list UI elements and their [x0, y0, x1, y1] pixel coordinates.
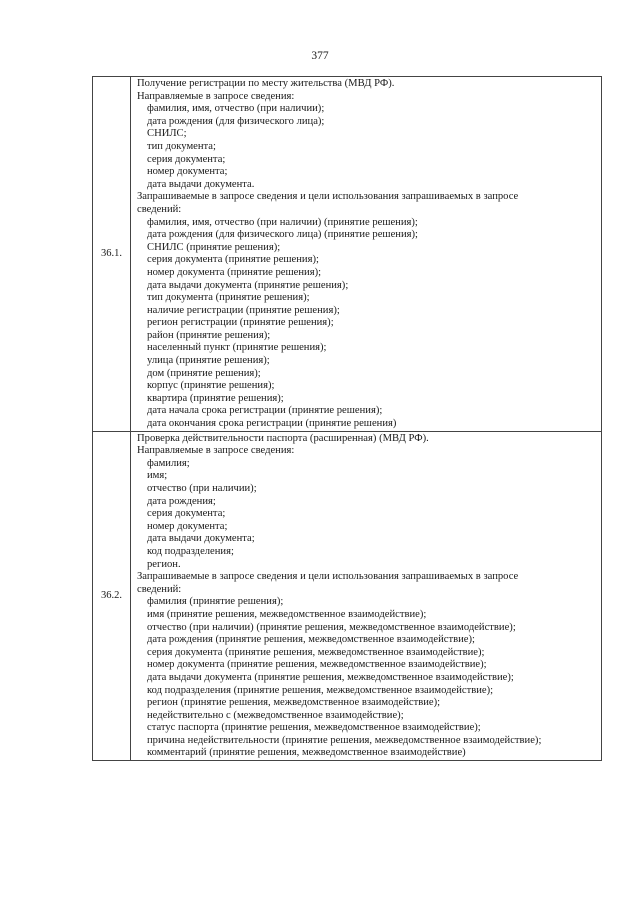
list-item: фамилия (принятие решения);	[147, 596, 284, 608]
page-number: 377	[311, 50, 329, 62]
list-item: дата выдачи документа.	[147, 178, 255, 190]
list-item: фамилия;	[147, 457, 190, 469]
section-heading: Направляемые в запросе сведения:	[137, 445, 295, 457]
list-item: дата рождения (принятие решения, межведомственное взаимодействие);	[147, 634, 475, 646]
list-item: дата рождения (для физического лица);	[147, 115, 325, 127]
section-heading: Направляемые в запросе сведения:	[137, 90, 295, 102]
table-row	[93, 431, 602, 760]
list-item: квартира (принятие решения);	[147, 392, 284, 404]
list-item: дата окончания срока регистрации (принятие решения)	[147, 418, 397, 430]
list-item: недействительно с (межведомственное взаимодействие);	[147, 709, 404, 721]
section-heading: Запрашиваемые в запросе сведения и цели использования запрашиваемых в запросе	[137, 191, 519, 203]
row-content	[131, 431, 602, 760]
list-item: код подразделения (принятие решения, межведомственное взаимодействие);	[147, 684, 494, 696]
list-item: тип документа (принятие решения);	[147, 292, 310, 304]
list-item: серия документа (принятие решения, межведомственное взаимодействие);	[147, 646, 485, 658]
list-item: дата выдачи документа;	[147, 533, 255, 545]
list-item: номер документа (принятие решения);	[147, 266, 322, 278]
list-item: улица (принятие решения);	[147, 355, 270, 367]
list-item: дата начала срока регистрации (принятие решения);	[147, 405, 383, 417]
list-item: номер документа (принятие решения, межведомственное взаимодействие);	[147, 659, 487, 671]
list-item: отчество (при наличии) (принятие решения, межведомственное взаимодействие);	[147, 621, 516, 633]
list-item: код подразделения;	[147, 545, 234, 557]
list-item: дата рождения;	[147, 495, 216, 507]
list-item: фамилия, имя, отчество (при наличии);	[147, 103, 325, 115]
section-heading: Проверка действительности паспорта (расширенная) (МВД РФ).	[137, 432, 429, 444]
section-heading: сведений:	[137, 203, 182, 215]
list-item: причина недействительности (принятие решения, межведомственное взаимодействие);	[147, 734, 542, 746]
list-item: серия документа;	[147, 508, 226, 520]
document-table-body	[93, 77, 602, 761]
section-heading: Получение регистрации по месту жительства (МВД РФ).	[137, 78, 395, 89]
section-heading: сведений:	[137, 583, 182, 595]
list-item: район (принятие решения);	[147, 329, 271, 341]
row-content	[131, 77, 602, 432]
row-number: 36.2.	[93, 431, 131, 760]
list-item: номер документа;	[147, 166, 228, 178]
list-item: серия документа;	[147, 153, 226, 165]
list-item: имя;	[147, 470, 168, 482]
table-row	[93, 77, 602, 432]
list-item: регион (принятие решения, межведомственное взаимодействие);	[147, 697, 441, 709]
list-item: наличие регистрации (принятие решения);	[147, 304, 340, 316]
section-heading: Запрашиваемые в запросе сведения и цели использования запрашиваемых в запросе	[137, 571, 519, 583]
list-item: тип документа;	[147, 140, 216, 152]
list-item: регион регистрации (принятие решения);	[147, 317, 334, 329]
list-item: фамилия, имя, отчество (при наличии) (принятие решения);	[147, 216, 418, 228]
list-item: дата выдачи документа (принятие решения, межведомственное взаимодействие);	[147, 671, 514, 683]
list-item: населенный пункт (принятие решения);	[147, 342, 327, 354]
list-item: корпус (принятие решения);	[147, 380, 275, 392]
list-item: СНИЛС (принятие решения);	[147, 241, 281, 253]
list-item: регион.	[147, 558, 181, 570]
list-item: серия документа (принятие решения);	[147, 254, 319, 266]
list-item: статус паспорта (принятие решения, межведомственное взаимодействие);	[147, 722, 481, 734]
row-number: 36.1.	[93, 77, 131, 432]
list-item: СНИЛС;	[147, 128, 187, 140]
list-item: номер документа;	[147, 520, 228, 532]
list-item: имя (принятие решения, межведомственное взаимодействие);	[147, 608, 427, 620]
list-item: дата рождения (для физического лица) (принятие решения);	[147, 229, 418, 241]
list-item: отчество (при наличии);	[147, 483, 257, 494]
list-item: дата выдачи документа (принятие решения);	[147, 279, 349, 291]
list-item: комментарий (принятие решения, межведомственное взаимодействие)	[147, 747, 466, 759]
list-item: дом (принятие решения);	[147, 367, 261, 379]
document-table	[92, 76, 602, 761]
